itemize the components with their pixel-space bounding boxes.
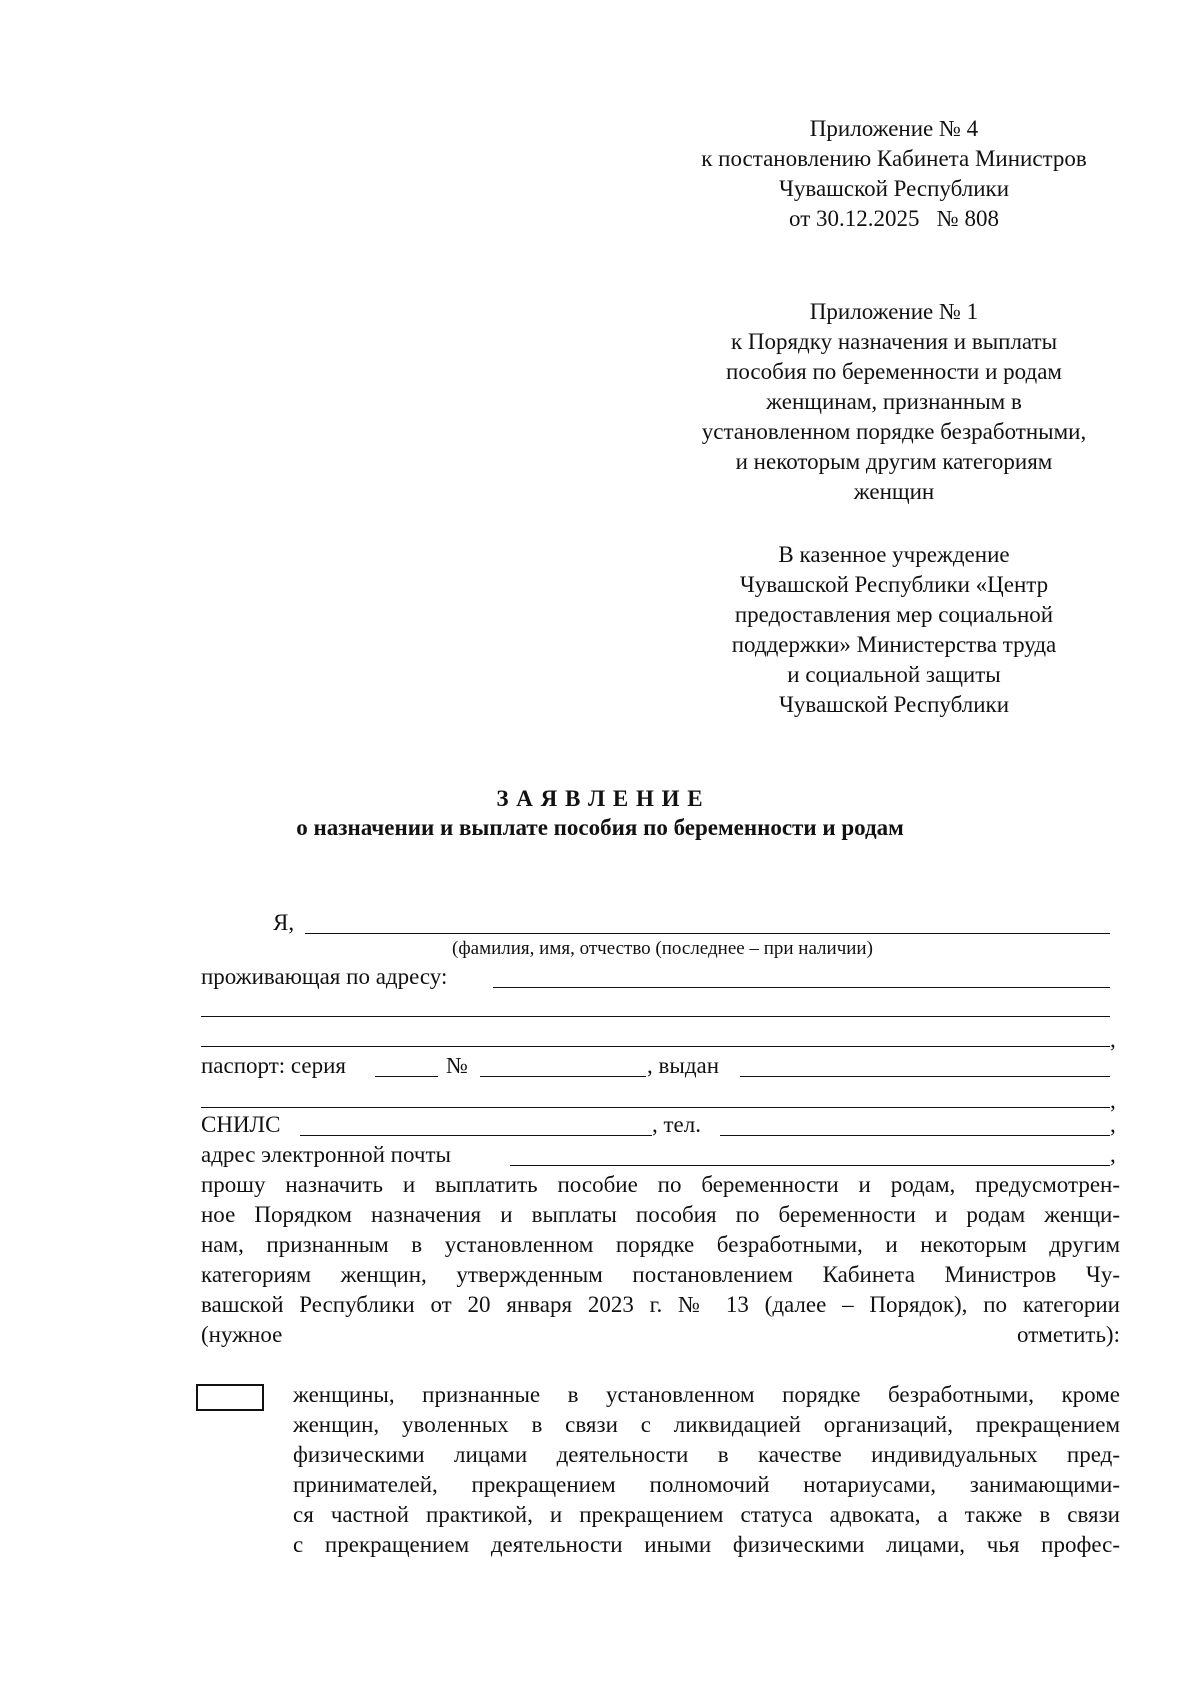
name-field[interactable]: [305, 933, 1110, 934]
addressee-line: В казенное учреждение: [778, 542, 1010, 567]
passport-label: паспорт: серия: [201, 1053, 347, 1078]
request-line: прошу назначить и выплатить пособие по беременности и родам, предусмотрен-: [201, 1172, 1120, 1197]
addressee-line: предоставления мер социальной: [734, 602, 1054, 627]
passport-series-field[interactable]: [375, 1076, 438, 1077]
addressee-block: [664, 540, 1124, 720]
annex-1-header: [664, 297, 1124, 507]
request-line: категориям женщин, утвержденным постановлением Кабинета Министров Чу-: [201, 1262, 1120, 1287]
passport-number-field[interactable]: [480, 1076, 646, 1077]
address-field-2[interactable]: [201, 1016, 1110, 1017]
addressee-line: Чувашской Республики «Центр: [739, 572, 1049, 597]
addressee-line: поддержки» Министерства труда: [731, 632, 1057, 657]
email-field[interactable]: [510, 1165, 1110, 1166]
phone-label: , тел.: [652, 1112, 701, 1137]
annex-1-line: и некоторым другим категориям: [735, 449, 1053, 474]
annex-1-line: Приложение № 1: [809, 299, 979, 324]
request-line: (нужное отметить):: [201, 1322, 1120, 1347]
phone-field[interactable]: [720, 1135, 1110, 1136]
annex-1-line: женщин: [853, 479, 935, 504]
addressee-line: Чувашской Республики: [778, 692, 1010, 717]
address-field-3[interactable]: [201, 1046, 1110, 1047]
category-1-checkbox[interactable]: [196, 1384, 264, 1411]
request-line: нам, признанным в установленном порядке безработными, и некоторым другим: [201, 1232, 1120, 1257]
annex-4-line: Приложение № 4: [809, 116, 979, 141]
category-line: ся частной практикой, и прекращением статуса адвоката, а также в связи: [293, 1502, 1120, 1527]
annex-1-line: женщинам, признанным в: [766, 389, 1022, 414]
annex-4-line: Чувашской Республики: [778, 176, 1010, 201]
address-row-3: [0, 1022, 1200, 1054]
number-sign: №: [446, 1053, 468, 1078]
category-line: с прекращением деятельности иными физическими лицами, чья профес-: [293, 1532, 1120, 1557]
issued-label: , выдан: [647, 1053, 720, 1078]
document-subtitle: о назначении и выплате пособия по беременности и родам: [296, 815, 904, 840]
annex-1-line: пособия по беременности и родам: [726, 359, 1062, 384]
email-row: [0, 1141, 1200, 1173]
annex-4-line: от 30.12.2025 № 808: [789, 206, 999, 231]
address-label: проживающая по адресу:: [201, 964, 448, 989]
address-field[interactable]: [493, 987, 1110, 988]
passport-issued-field-2[interactable]: [201, 1107, 1110, 1108]
address-row: [0, 963, 1200, 995]
category-line: женщин, уволенных в связи с ликвидацией организаций, прекращением: [293, 1412, 1120, 1437]
passport-row: [0, 1052, 1200, 1084]
comma: ,: [1110, 1142, 1116, 1167]
annex-1-line: к Порядку назначения и выплаты: [730, 329, 1058, 354]
comma: ,: [1110, 1088, 1116, 1113]
name-label: Я,: [273, 910, 295, 935]
annex-4-header: [664, 114, 1124, 234]
addressee-line: и социальной защиты: [787, 662, 1001, 687]
category-1-text: [293, 1380, 1120, 1560]
category-line: физическими лицами деятельности в качестве индивидуальных пред-: [293, 1442, 1120, 1467]
comma: ,: [1110, 1112, 1116, 1137]
email-label: адрес электронной почты: [201, 1142, 451, 1167]
passport-issued-field[interactable]: [740, 1076, 1110, 1077]
category-line: принимателей, прекращением полномочий нотариусами, занимающими-: [293, 1472, 1120, 1497]
document-title: З А Я В Л Е Н И Е: [496, 786, 704, 811]
annex-4-line: к постановлению Кабинета Министров: [701, 146, 1087, 171]
request-line: ное Порядком назначения и выплаты пособия по беременности и родам женщи-: [201, 1202, 1120, 1227]
annex-1-line: установленном порядке безработными,: [701, 419, 1087, 444]
snils-field[interactable]: [300, 1135, 652, 1136]
snils-label: СНИЛС: [201, 1112, 281, 1137]
snils-row: [0, 1111, 1200, 1143]
request-line: вашской Республики от 20 января 2023 г. № 13 (далее – Порядок), по категории: [201, 1292, 1120, 1317]
category-line: женщины, признанные в установленном порядке безработными, кроме: [293, 1382, 1120, 1407]
comma: ,: [1110, 1027, 1116, 1052]
name-hint: (фамилия, имя, отчество (последнее – при наличии): [452, 938, 873, 959]
request-paragraph: [201, 1170, 1120, 1350]
address-row-2: [0, 992, 1200, 1024]
